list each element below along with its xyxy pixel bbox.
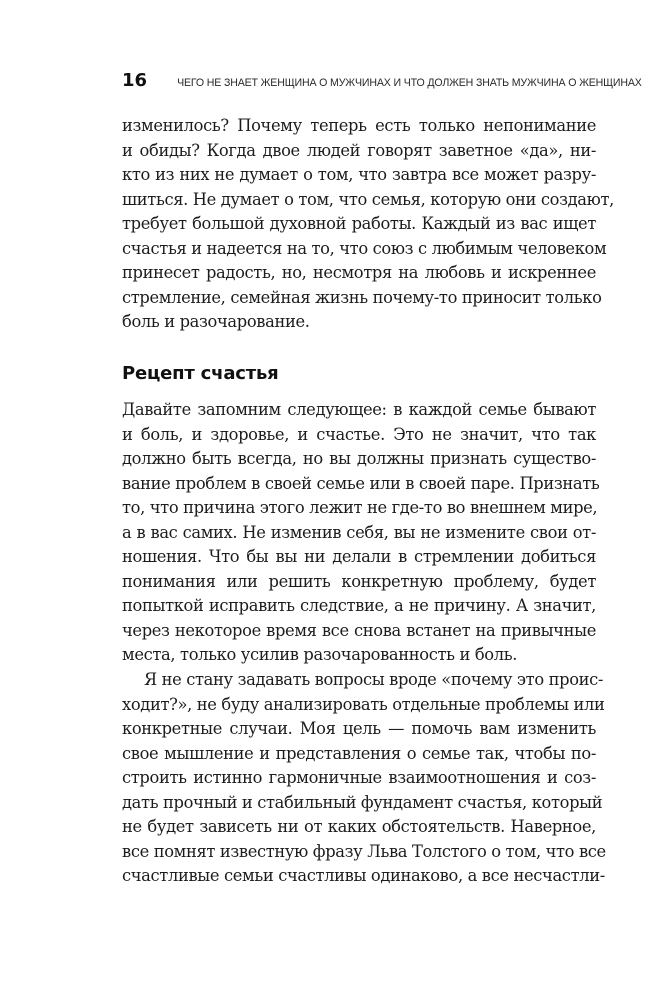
running-header xyxy=(122,70,642,94)
text-line: принесет радость, но, несмотря на любовь и искреннее xyxy=(122,263,596,282)
text-line: через некоторое время все снова встанет на привычные xyxy=(122,620,596,640)
text-line: то, что причина этого лежит не где-то во внешнем мире, xyxy=(122,498,598,517)
text-line: конкретные случаи. Моя цель — помочь вам изменить xyxy=(122,719,596,738)
text-line: понимания или решить конкретную проблему, будет xyxy=(122,571,596,591)
text-line: не будет зависеть ни от каких обстоятельств. Наверное, xyxy=(122,817,596,836)
text-line: вание проблем в своей семье или в своей паре. Признать xyxy=(122,473,600,493)
text-line: стремление, семейная жизнь почему-то приносит только xyxy=(122,287,602,307)
text-line: дать прочный и стабильный фундамент счастья, который xyxy=(122,792,603,812)
paragraph-1 xyxy=(122,114,614,335)
text-line: ходит?», не буду анализировать отдельные проблемы или xyxy=(122,694,605,714)
page-number: 16 xyxy=(122,70,148,91)
paragraph-3 xyxy=(122,668,606,889)
text-line: свое мышление и представления о семье так, чтобы по- xyxy=(122,743,596,763)
text-line: и обиды? Когда двое людей говорят заветное «да», ни- xyxy=(122,140,596,160)
text-line: требует большой духовной работы. Каждый из вас ищет xyxy=(122,214,596,233)
text-line: все помнят известную фразу Льва Толстого о том, что все xyxy=(122,841,606,861)
text-line: счастливые семьи счастливы одинаково, а все несчастли- xyxy=(122,866,605,885)
text-line: кто из них не думает о том, что завтра все может разру- xyxy=(122,165,596,184)
text-line: и боль, и здоровье, и счастье. Это не значит, что так xyxy=(122,424,596,444)
text-line: счастья и надеется на то, что союз с любимым человеком xyxy=(122,238,607,258)
paragraph-2 xyxy=(122,398,600,668)
text-line: а в вас самих. Не изменив себя, вы не измените свои от- xyxy=(122,522,596,542)
text-line: шиться. Не думает о том, что семья, которую они создают, xyxy=(122,189,614,209)
text-line: должно быть всегда, но вы должны признать существо- xyxy=(122,449,596,468)
text-line: Я не стану задавать вопросы вроде «почему это проис- xyxy=(144,670,604,689)
text-line: попыткой исправить следствие, а не причину. А значит, xyxy=(122,596,596,615)
text-line: ношения. Что бы вы ни делали в стремлении добиться xyxy=(122,547,596,566)
text-line: изменилось? Почему теперь есть только непонимание xyxy=(122,116,596,135)
text-line: строить истинно гармоничные взаимоотношения и соз- xyxy=(122,768,596,787)
running-head-title: ЧЕГО НЕ ЗНАЕТ ЖЕНЩИНА О МУЖЧИНАХ И ЧТО ДОЛЖЕН ЗНАТЬ МУЖЧИНА О ЖЕНЩИНАХ xyxy=(177,77,642,89)
text-line: Давайте запомним следующее: в каждой семье бывают xyxy=(122,400,596,419)
text-line: боль и разочарование. xyxy=(122,312,310,331)
section-heading: Рецепт счастья xyxy=(122,363,279,384)
text-line: места, только усилив разочарованность и боль. xyxy=(122,645,518,664)
